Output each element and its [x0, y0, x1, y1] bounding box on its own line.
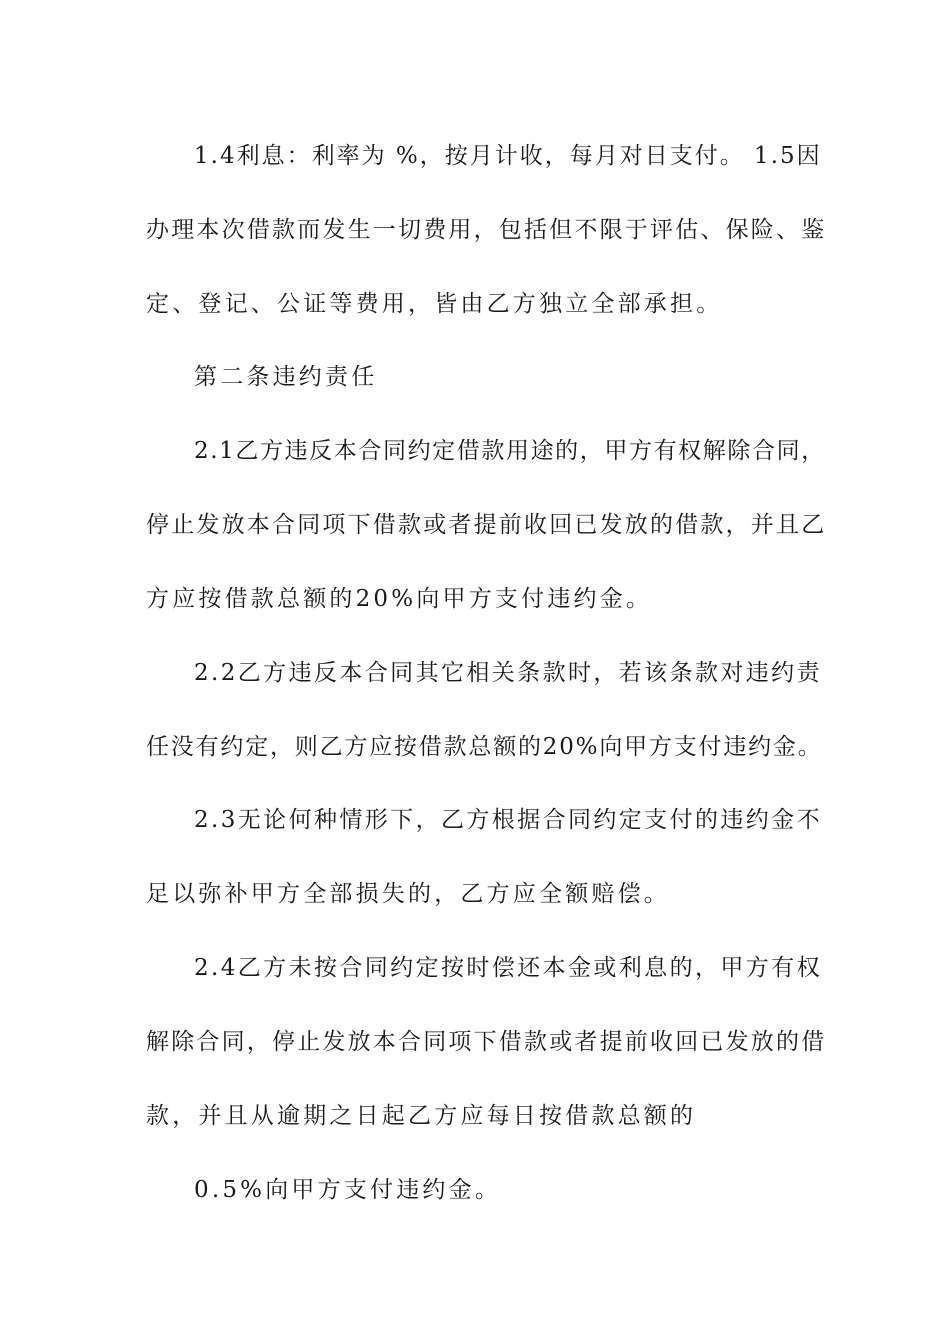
- text-line-2-4-cont2: 款，并且从逾期之日起乙方应每日按借款总额的: [146, 1103, 697, 1129]
- text-line-2-3: 2.3无论何种情形下，乙方根据合同约定支付的违约金不: [194, 807, 822, 833]
- text-line-2-2: 2.2乙方违反本合同其它相关条款时，若该条款对违约责: [194, 660, 822, 686]
- text-line-2-2-end: 任没有约定，则乙方应按借款总额的20%向甲方支付违约金。: [146, 734, 823, 760]
- text-line-2-4: 2.4乙方未按合同约定按时偿还本金或利息的，甲方有权: [194, 955, 822, 981]
- text-line-fees: 办理本次借款而发生一切费用，包括但不限于评估、保险、鉴: [146, 217, 827, 243]
- text-line-2-3-end: 足以弥补甲方全部损失的，乙方应全额赔偿。: [146, 881, 670, 907]
- text-line-2-1-end: 方应按借款总额的20%向甲方支付违约金。: [146, 586, 653, 612]
- section-heading-liability: 第二条违约责任: [194, 364, 378, 390]
- text-line-2-1-cont: 停止发放本合同项下借款或者提前收回已发放的借款，并且乙: [146, 512, 827, 538]
- text-line-interest: 1.4利息：利率为 %，按月计收，每月对日支付。 1.5因: [194, 143, 822, 169]
- text-line-2-4-cont: 解除合同，停止发放本合同项下借款或者提前收回已发放的借: [146, 1029, 827, 1055]
- text-line-fees-cont: 定、登记、公证等费用，皆由乙方独立全部承担。: [146, 291, 723, 317]
- text-line-2-1: 2.1乙方违反本合同约定借款用途的，甲方有权解除合同，: [194, 438, 826, 464]
- text-line-2-4-end: 0.5%向甲方支付违约金。: [194, 1177, 502, 1203]
